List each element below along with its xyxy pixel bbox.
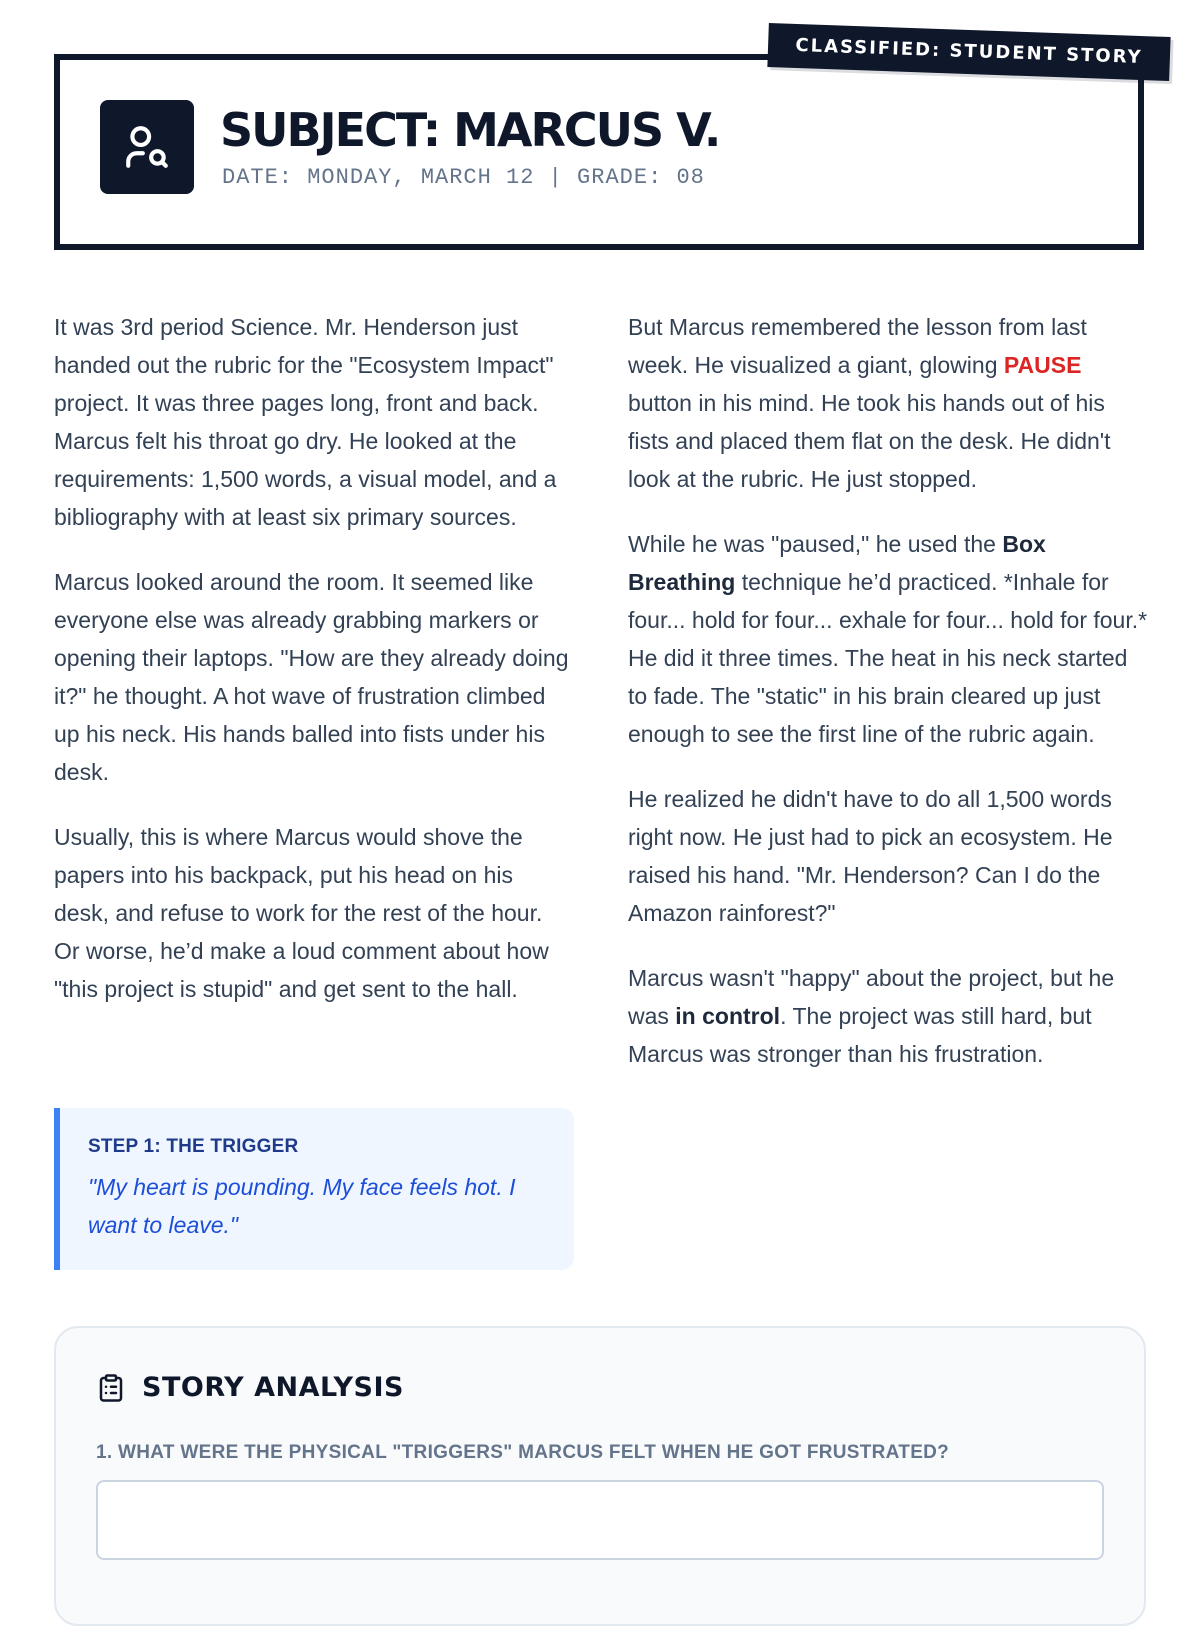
story-paragraph: [628, 525, 1148, 753]
date-grade-line: DATE: MONDAY, MARCH 12 | GRADE: 08: [222, 165, 705, 190]
classified-stamp: CLASSIFIED: STUDENT STORY: [767, 23, 1170, 81]
analysis-header: [96, 1372, 404, 1403]
story-paragraph: Marcus looked around the room. It seemed like everyone else was already grabbing markers or opening their laptops. "How are they already doing it?" he thought. A hot wave of frustration climbed up his neck. His hands balled into fists under his desk.: [54, 569, 569, 785]
story-paragraph: He realized he didn't have to do all 1,500 words right now. He just had to pick an ecosystem. He raised his hand. "Mr. Henderson? Can I do the Amazon rainforest?": [628, 786, 1113, 926]
in-control-bold: in control: [675, 1003, 781, 1029]
story-paragraph: [628, 308, 1148, 498]
trigger-callout: [54, 1108, 574, 1270]
question-1-answer-field[interactable]: [96, 1480, 1104, 1560]
story-column-right: [628, 308, 1148, 1100]
text-run: Marcus wasn't "happy" about the project, but he was: [628, 965, 1115, 1029]
analysis-title: STORY ANALYSIS: [142, 1372, 404, 1403]
box-breathing-bold: Box Breathing: [628, 531, 1046, 595]
text-run: . The project was still hard, but Marcus was stronger than his frustration.: [628, 1003, 1092, 1067]
story-paragraph: Usually, this is where Marcus would shove the papers into his backpack, put his head on his desk, and refuse to work for the rest of the hour. Or worse, he’d make a loud comment about how "this project is stupid" and get sent to the hall.: [54, 824, 549, 1002]
callout-quote: "My heart is pounding. My face feels hot. I want to leave.": [88, 1174, 516, 1238]
question-1-label: 1. WHAT WERE THE PHYSICAL "TRIGGERS" MARCUS FELT WHEN HE GOT FRUSTRATED?: [96, 1442, 950, 1463]
story-paragraph: [628, 959, 1148, 1073]
text-run: While he was "paused," he used the: [628, 531, 1003, 557]
clipboard-list-icon: [96, 1373, 126, 1403]
user-search-icon: [122, 122, 172, 172]
pause-highlight: PAUSE: [1003, 352, 1082, 378]
text-run: button in his mind. He took his hands out of his fists and placed them flat on the desk. He didn't look at the rubric. He just stopped.: [628, 390, 1111, 492]
story-paragraph: It was 3rd period Science. Mr. Henderson just handed out the rubric for the "Ecosystem Impact" project. It was three pages long, front and back. Marcus felt his throat go dry. He looked at the requirements: 1,500 words, a visual model, and a bibliography with at least six primary sources.: [54, 314, 557, 530]
callout-label: STEP 1: THE TRIGGER: [88, 1136, 299, 1157]
page-title: SUBJECT: MARCUS V.: [220, 103, 720, 157]
text-run: But Marcus remembered the lesson from last week. He visualized a giant, glowing: [628, 314, 1087, 378]
text-run: technique he’d practiced. *Inhale for four... hold for four... exhale for four... hold for four.* He did it three times. The heat in his neck started to fade. The "static" in his brain cleared up just enough to see the first line of the rubric again.: [628, 569, 1148, 747]
story-column-left: [54, 308, 574, 1035]
story-analysis-panel: [54, 1326, 1146, 1626]
avatar: [100, 100, 194, 194]
